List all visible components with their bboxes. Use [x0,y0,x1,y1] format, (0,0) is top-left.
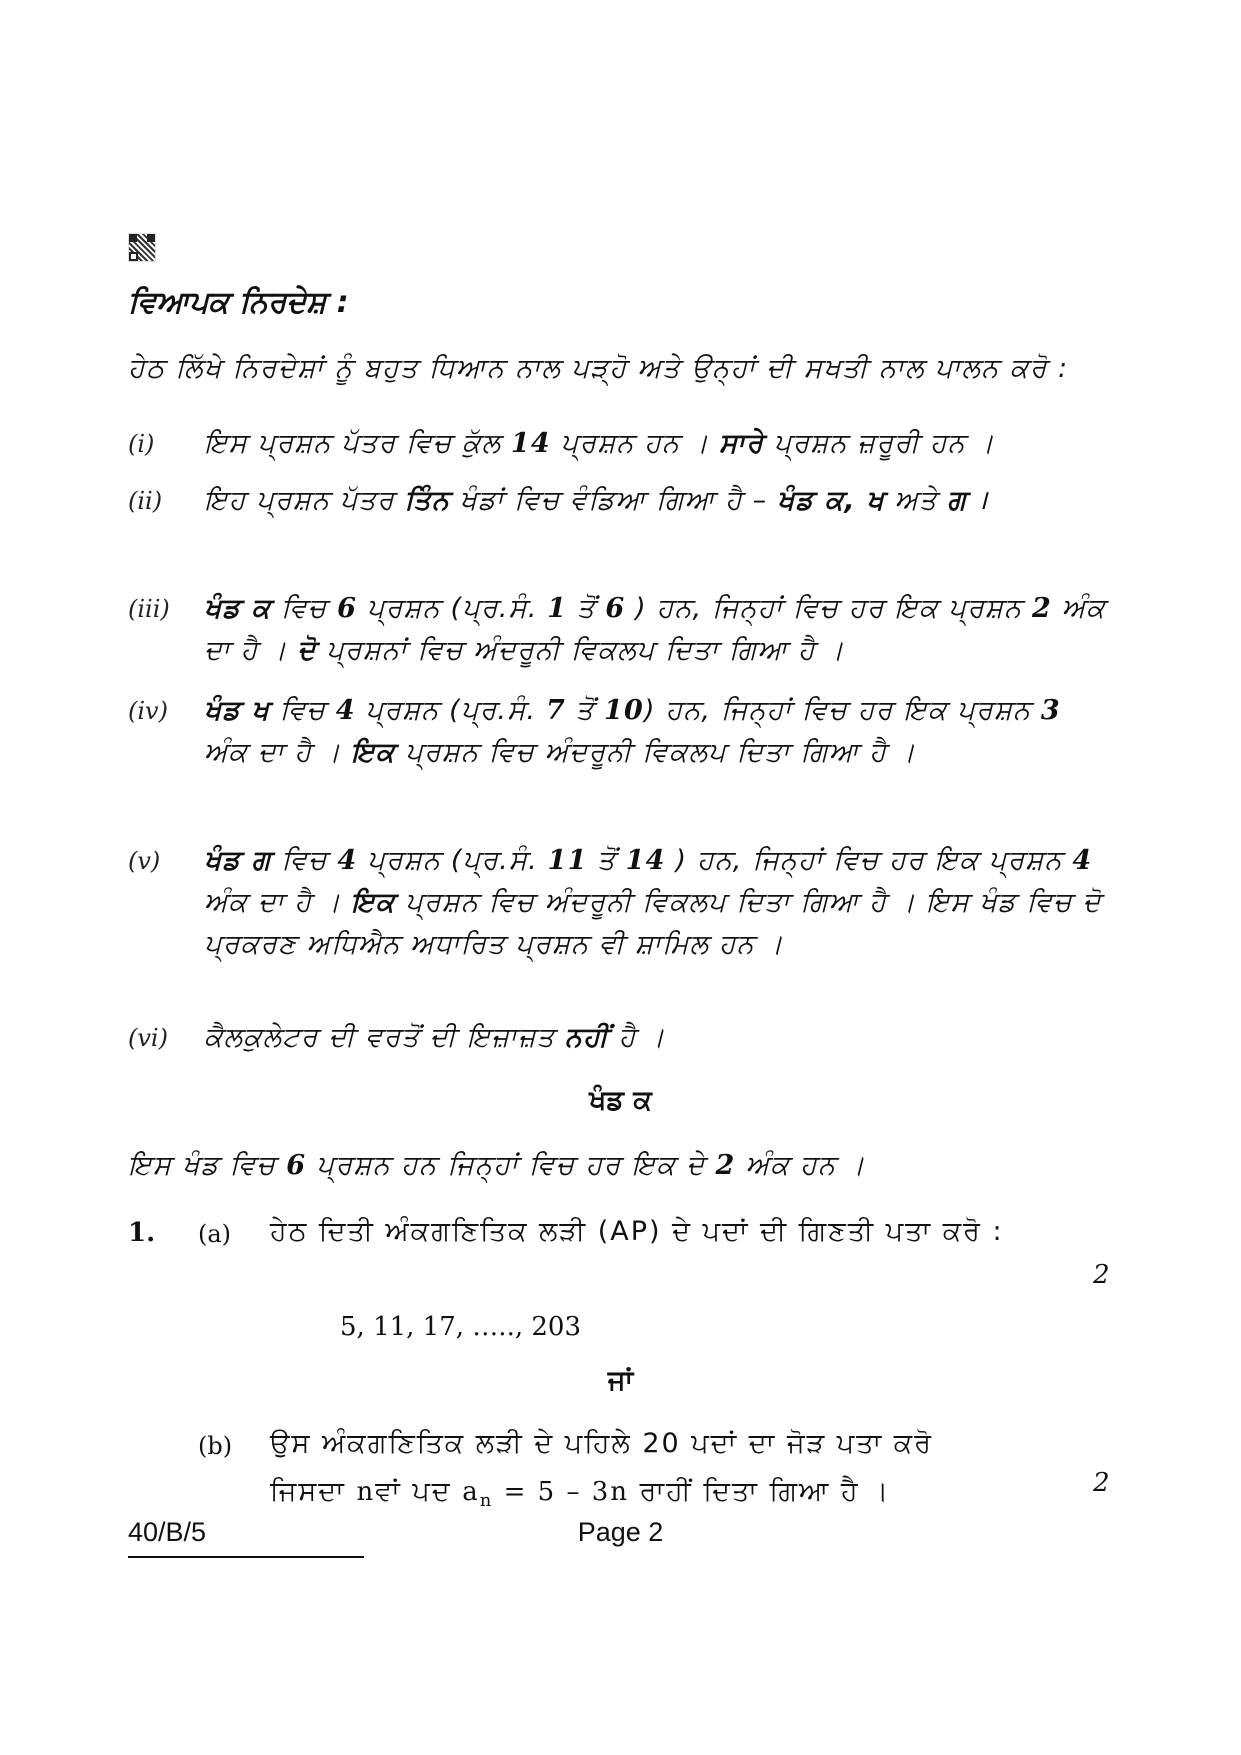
instruction-text: ਕੈਲਕੁਲੇਟਰ ਦੀ ਵਰਤੋਂ ਦੀ ਇਜ਼ਾਜ਼ਤ ਨਹੀਂ ਹੈ । [204,1022,666,1053]
marks-a: 2 [1093,1260,1110,1290]
formula: $a_n = 5 - 3n$ [462,1477,630,1512]
instruction-item [128,588,1113,672]
general-instructions-heading: ਵਿਆਪਕ ਨਿਰਦੇਸ਼ : [128,285,349,320]
footer-underline [128,1556,364,1558]
instruction-number: (i) [128,430,155,458]
marks-b: 2 [1093,1468,1110,1498]
instruction-text: ਇਹ ਪ੍ਰਸ਼ਨ ਪੱਤਰ ਤਿੰਨ ਖੰਡਾਂ ਵਿਚ ਵੰਡਿਆ ਗਿਆ ਹੈ – ਖੰਡ ਕ, ਖ ਅਤੇ ਗ । [204,485,989,516]
question-part-a-text: ਹੇਠ ਦਿਤੀ ਅੰਕਗਣਿਤਿਕ ਲੜੀ (AP) ਦੇ ਪਦਾਂ ਦੀ ਗਿਣਤੀ ਪਤਾ ਕਰੋ : [270,1216,1004,1247]
instruction-item [128,690,1113,774]
question-number: 1. [128,1218,156,1248]
qr-code-icon [128,233,156,262]
paper-code: 40/B/5 [128,1517,207,1547]
section-title: ਖੰਡ ਕ [589,1085,652,1116]
instruction-item [128,840,1113,966]
instruction-number: (iii) [128,595,170,623]
or-separator: ਜਾਂ [607,1365,634,1396]
instruction-item [128,1017,1113,1059]
section-intro: ਇਸ ਖੰਡ ਵਿਚ 6 ਪ੍ਰਸ਼ਨ ਹਨ ਜਿਨ੍ਹਾਂ ਵਿਚ ਹਰ ਇਕ ਦੇ 2 ਅੰਕ ਹਨ । [128,1150,866,1181]
question-part-b-text: ਉਸ ਅੰਕਗਣਿਤਿਕ ਲੜੀ ਦੇ ਪਹਿਲੇ 20 ਪਦਾਂ ਦਾ ਜੋੜ ਪਤਾ ਕਰੋ ਜਿਸਦਾ nਵਾਂ ਪਦ $a_n = 5 - 3n$ ਰਾਹੀਂ ਦਿਤਾ ਗਿਆ ਹੈ । [270,1428,933,1512]
instruction-text: ਖੰਡ ਕ ਵਿਚ 6 ਪ੍ਰਸ਼ਨ (ਪ੍ਰ.ਸੰ. 1 ਤੋਂ 6 ) ਹਨ, ਜਿਨ੍ਹਾਂ ਵਿਚ ਹਰ ਇਕ ਪ੍ਰਸ਼ਨ 2 ਅੰਕ ਦਾ ਹੈ । ਦੋ ਪ੍ਰਸ਼ਨਾਂ ਵਿਚ ਅੰਦਰੂਨੀ ਵਿਕਲਪ ਦਿਤਾ ਗਿਆ ਹੈ । [204,593,1106,666]
question-part-a-label: (a) [198,1220,232,1248]
instruction-text: ਇਸ ਪ੍ਰਸ਼ਨ ਪੱਤਰ ਵਿਚ ਕੁੱਲ 14 ਪ੍ਰਸ਼ਨ ਹਨ । ਸਾਰੇ ਪ੍ਰਸ਼ਨ ਜ਼ਰੂਰੀ ਹਨ । [204,428,995,459]
instruction-text: ਖੰਡ ਖ ਵਿਚ 4 ਪ੍ਰਸ਼ਨ (ਪ੍ਰ.ਸੰ. 7 ਤੋਂ 10) ਹਨ, ਜਿਨ੍ਹਾਂ ਵਿਚ ਹਰ ਇਕ ਪ੍ਰਸ਼ਨ 3 ਅੰਕ ਦਾ ਹੈ । ਇਕ ਪ੍ਰਸ਼ਨ ਵਿਚ ਅੰਦਰੂਨੀ ਵਿਕਲਪ ਦਿਤਾ ਗਿਆ ਹੈ । [204,695,1061,768]
instruction-number: (vi) [128,1024,168,1052]
question-part-b-label: (b) [198,1432,233,1460]
instruction-item [128,480,1113,522]
instruction-number: (iv) [128,697,168,725]
instructions-intro: ਹੇਠ ਲਿੱਖੇ ਨਿਰਦੇਸ਼ਾਂ ਨੂੰ ਬਹੁਤ ਧਿਆਨ ਨਾਲ ਪੜ੍ਹੋ ਅਤੇ ਉਨ੍ਹਾਂ ਦੀ ਸਖਤੀ ਨਾਲ ਪਾਲਨ ਕਰੋ : [128,353,1069,384]
instruction-number: (v) [128,847,161,875]
instruction-text: ਖੰਡ ਗ ਵਿਚ 4 ਪ੍ਰਸ਼ਨ (ਪ੍ਰ.ਸੰ. 11 ਤੋਂ 14 ) ਹਨ, ਜਿਨ੍ਹਾਂ ਵਿਚ ਹਰ ਇਕ ਪ੍ਰਸ਼ਨ 4 ਅੰਕ ਦਾ ਹੈ । ਇਕ ਪ੍ਰਸ਼ਨ ਵਿਚ ਅੰਦਰੂਨੀ ਵਿਕਲਪ ਦਿਤਾ ਗਿਆ ਹੈ । ਇਸ ਖੰਡ ਵਿਚ ਦੋ ਪ੍ਰਕਰਣ ਅਧਿਐਨ ਅਧਾਰਿਤ ਪ੍ਰਸ਼ਨ ਵੀ ਸ਼ਾਮਿਲ ਹਨ । [204,845,1102,960]
instruction-number: (ii) [128,487,163,515]
ap-series: 5, 11, 17, ….., 203 [340,1312,581,1342]
page-number: Page 2 [577,1517,664,1547]
instruction-item [128,423,1113,465]
